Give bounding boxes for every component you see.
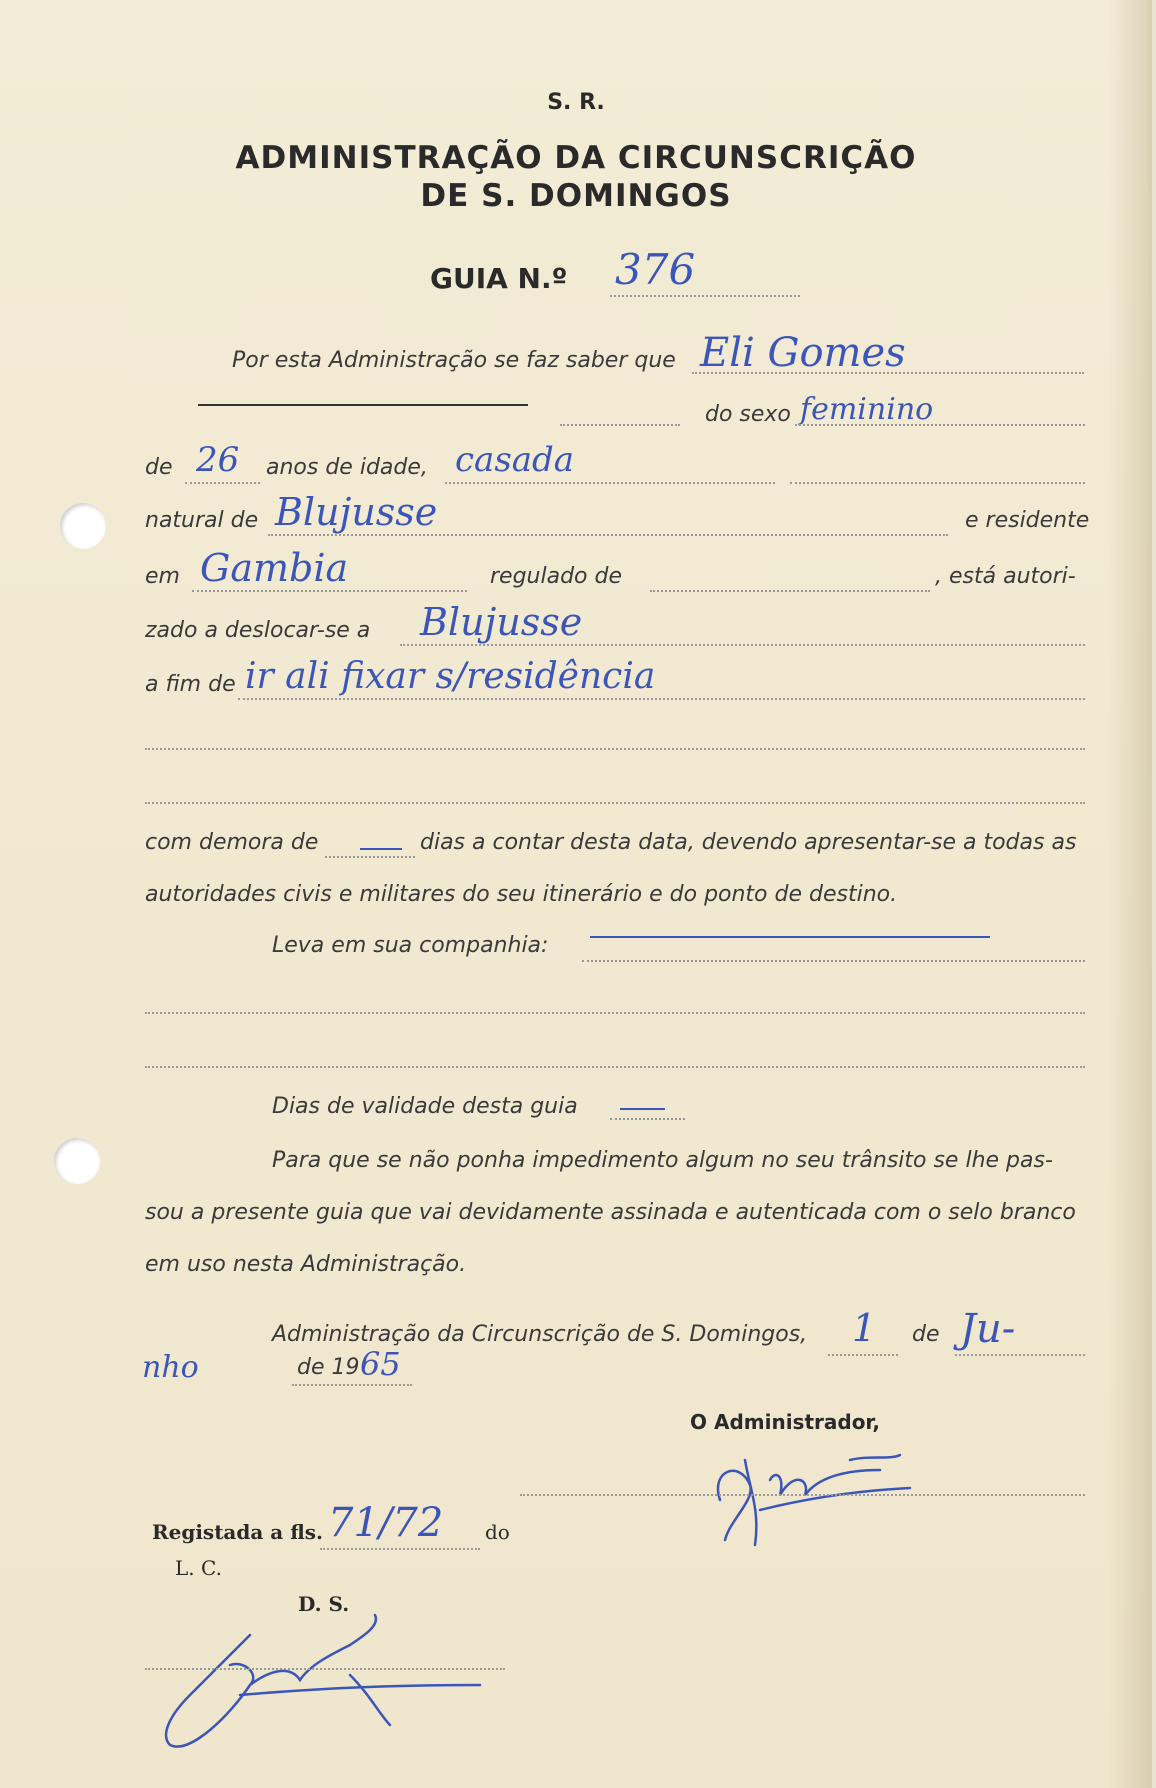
header-sr: S. R. [547, 90, 605, 115]
birthplace-line [268, 534, 948, 536]
page-edge-shadow [1108, 0, 1148, 1788]
validade-line [610, 1118, 685, 1120]
row2-dots [560, 424, 680, 426]
purpose-value: ir ali fixar s/residência [245, 656, 656, 697]
birthplace-value: Blujusse [275, 490, 438, 534]
year-label: de 19 [297, 1355, 360, 1380]
register-lc: L. C. [175, 1556, 222, 1580]
register-do: do [485, 1520, 510, 1544]
sexo-value: feminino [800, 392, 934, 427]
register-label: Registada a fls. [152, 1520, 323, 1544]
administrador-label: O Administrador, [690, 1410, 880, 1434]
demora-dash [360, 848, 402, 850]
demora-pre: com demora de [145, 830, 319, 855]
destination-value: Blujusse [420, 600, 583, 644]
sexo-line [795, 424, 1085, 426]
year-suffix: 65 [360, 1345, 401, 1383]
purpose-line [238, 698, 1085, 700]
blank-line-3 [145, 1012, 1085, 1014]
punch-hole-top [60, 503, 106, 549]
intro-text: Por esta Administração se faz saber que [232, 348, 676, 373]
residente-label: e residente [965, 508, 1090, 533]
row3-dots-right [790, 482, 1085, 484]
sexo-label: do sexo [705, 402, 791, 427]
para-line1: Para que se não ponha impedimento algum no seu trânsito se lhe pas- [272, 1148, 1053, 1173]
month-part2: nho [142, 1350, 199, 1385]
guia-number: 376 [615, 245, 696, 294]
register-pages: 71/72 [328, 1500, 444, 1546]
validade-dash [620, 1108, 665, 1110]
header-title-line1: ADMINISTRAÇÃO DA CIRCUNSCRIÇÃO [235, 140, 917, 176]
anos-label: anos de idade, [266, 455, 428, 480]
day-value: 1 [852, 1306, 877, 1350]
companhia-dash [590, 936, 990, 938]
guia-label: GUIA N.º [430, 262, 568, 295]
companhia-label: Leva em sua companhia: [272, 933, 549, 958]
regulado-line [650, 590, 930, 592]
year-line [292, 1384, 412, 1386]
autori-label: , está autori- [935, 564, 1076, 589]
natural-label: natural de [145, 508, 259, 533]
de-month-label: de [912, 1322, 940, 1347]
validade-label: Dias de validade desta guia [272, 1094, 578, 1119]
destination-line [400, 644, 1085, 646]
zado-label: zado a deslocar-se a [145, 618, 371, 643]
de-label: de [145, 455, 173, 480]
register-line [320, 1548, 480, 1550]
blank-line-1 [145, 748, 1085, 750]
ds-signature [150, 1615, 470, 1765]
place-date-text: Administração da Circunscrição de S. Domingos, [272, 1322, 808, 1347]
civil-state-value: casada [455, 440, 575, 480]
em-label: em [145, 564, 180, 589]
residence-line [192, 590, 467, 592]
person-name: Eli Gomes [700, 330, 906, 376]
companhia-line [582, 960, 1085, 962]
blank-dash-line [198, 404, 528, 406]
demora-post: dias a contar desta data, devendo apresentar-se a todas as [420, 830, 1077, 855]
guia-number-line [610, 295, 800, 297]
fim-label: a fim de [145, 672, 236, 697]
name-line [692, 372, 1084, 374]
day-line [828, 1354, 898, 1356]
regulado-label: regulado de [490, 564, 622, 589]
residence-value: Gambia [200, 546, 349, 590]
punch-hole-bottom [54, 1138, 100, 1184]
autoridades-text: autoridades civis e militares do seu itinerário e do ponto de destino. [145, 882, 898, 907]
header-title-line2: DE S. DOMINGOS [420, 178, 732, 214]
ds-signature-line [145, 1668, 505, 1670]
register-ds: D. S. [298, 1592, 350, 1616]
blank-line-4 [145, 1066, 1085, 1068]
para-line2: sou a presente guia que vai devidamente assinada e autenticada com o selo branco [145, 1200, 1076, 1225]
para-line3: em uso nesta Administração. [145, 1252, 467, 1277]
civil-state-line [445, 482, 775, 484]
age-line [185, 482, 260, 484]
blank-line-2 [145, 802, 1085, 804]
signature-line [520, 1494, 1085, 1496]
month-line [955, 1354, 1085, 1356]
month-part1: Ju- [960, 1306, 1016, 1352]
demora-line [325, 856, 415, 858]
age-value: 26 [196, 440, 240, 480]
